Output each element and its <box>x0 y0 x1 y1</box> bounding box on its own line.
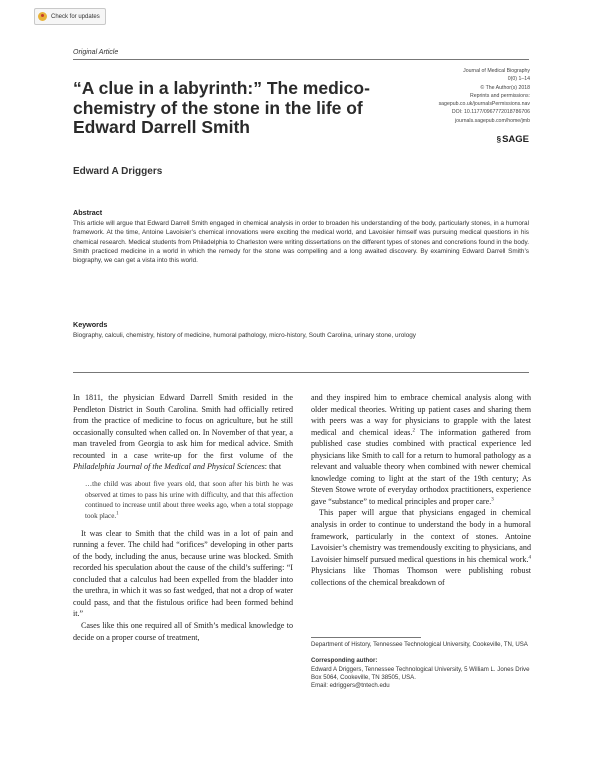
body-column-right <box>311 392 531 588</box>
paragraph-text: In 1811, the physician Edward Darrell Smith resided in the Pendleton District in South Carolina. Smith had officially retired from the practice of medicine to focus on agriculture, but he still occasionally consulted when called on. In November of that year, a man traveled from Georgia to ask him for medical advice. Smith recounted in a case write-up for the first volume of the <box>73 393 293 460</box>
body-column-left <box>73 392 293 643</box>
sage-wordmark: SAGE <box>502 134 529 145</box>
sage-mark-icon: § <box>496 135 502 144</box>
check-for-updates-label: Check for updates <box>51 13 100 20</box>
footnote-divider <box>311 637 421 638</box>
reference-marker[interactable]: 4 <box>528 554 531 560</box>
footnotes <box>311 641 531 690</box>
reprints-label: Reprints and permissions: <box>470 92 530 99</box>
affiliation: Department of History, Tennessee Technological University, Cookeville, TN, USA <box>311 641 528 648</box>
paragraph-text: This paper will argue that physicians engaged in chemical analysis in order to continue to understand the body in a humoral framework, particularly in the context of stones. Antoine Lavoisier’s chemistry was tremendously exciting to physicians, and Lavoisier himself pursued medical questions in his chemical work. <box>311 508 531 564</box>
paragraph <box>311 507 531 588</box>
paragraph-text: Physicians like Thomas Thomson were publishing robust collections of the chemical breakdown of <box>311 566 531 587</box>
paragraph: Cases like this one required all of Smith’s medical knowledge to decide on a proper course of treatment, <box>73 621 293 642</box>
paragraph-text: The information gathered from published case studies combined with practical experience led physicians like Smith to call for a return to humoral pathology as a relevant and valuable theory when combined with newer chemical knowledge coming to light at the start of the 19th century; As Steven Stowe wrote of everyday orthodox practitioners, experience gave “substance” to medical principles and proper care. <box>311 427 531 506</box>
reference-marker[interactable]: 3 <box>491 497 494 503</box>
journal-homepage-link[interactable]: journals.sagepub.com/home/jmb <box>455 117 530 124</box>
author-name: Edward A Driggers <box>73 166 163 177</box>
sage-logo <box>497 134 529 145</box>
keywords-heading: Keywords <box>73 320 108 329</box>
paragraph: It was clear to Smith that the child was in a lot of pain and running a fever. The child had “orifices” developing in other parts of the body, including the anus, because urine was blocked. Smith recorded his speculation about the cause of the child’s suffering: “I concluded that a calculus had been expelled from the bladder into the urethra, in which it was so fast wedged, that not a drop of water could pass, and that the fistulous orifice had been formed behind it.” <box>73 528 293 619</box>
reference-marker[interactable]: 1 <box>116 511 119 517</box>
paragraph <box>311 392 531 507</box>
abstract-section <box>73 208 529 265</box>
permissions-link[interactable]: sagepub.co.uk/journalsPermissions.nav <box>438 101 530 108</box>
journal-meta <box>380 67 530 125</box>
journal-name: Journal of Medical Biography <box>463 68 530 74</box>
doi[interactable]: DOI: 10.1177/0967772018786706 <box>451 109 530 116</box>
paragraph <box>73 392 293 473</box>
update-icon <box>38 12 47 21</box>
reference-marker[interactable]: 2 <box>412 427 415 433</box>
abstract-heading: Abstract <box>73 208 103 217</box>
corresponding-author-email[interactable]: Email: edriggers@tntech.edu <box>311 682 390 690</box>
header-divider <box>73 59 529 60</box>
journal-issue: 0(0) 1–14 <box>507 76 530 83</box>
body-divider <box>73 372 529 373</box>
block-quote <box>85 479 293 522</box>
copyright: © The Author(s) 2018 <box>480 84 530 91</box>
quote-text: …the child was about five years old, that soon after his birth he was observed at times to pass his urine with difficulty, and that this affection continued to increase until about three weeks ago, when a total stoppage took place. <box>85 479 293 520</box>
article-type: Original Article <box>73 49 119 56</box>
corresponding-author-address: Edward A Driggers, Tennessee Technological University, 5 William L. Jones Drive Box 5064, Cookeville, TN 38505, USA. <box>311 665 530 681</box>
keywords-section <box>73 320 529 340</box>
paragraph-text: : that <box>264 462 282 472</box>
journal-title-italic: Philadelphia Journal of the Medical and Physical Sciences <box>73 462 265 472</box>
check-for-updates-badge[interactable] <box>34 8 106 25</box>
abstract-text: This article will argue that Edward Darrell Smith engaged in chemical analysis in order to broaden his understanding of the body, particularly stones, in a humoral framework. At the time, Antoine Lavoisier’s chemical innovations were exciting the medical world, and Lavoisier himself was pursuing medical questions in his chemical research. Medical students from Philadelphia to Charleston were writing dissertations on the different types of stones and concretions found in the body. Smith practiced medicine in a world in which the remedy for the stone was compelling and a long awaited discovery. By examining Edward Darrell Smith’s biography, we can get a vista into this world. <box>73 220 529 265</box>
article-title: “A clue in a labyrinth:” The medico-chemistry of the stone in the life of Edward Darrell Smith <box>73 78 370 137</box>
corresponding-author-heading: Corresponding author: <box>311 657 378 665</box>
paragraph-text: and they inspired him to embrace chemical analysis along with older medical theories. Writing up patient cases and sharing them with peers was a way for physicians to grapple with the latest medical and chemical ideas. <box>311 393 531 437</box>
keywords-text: Biography, calculi, chemistry, history of medicine, humoral pathology, micro-history, South Carolina, urinary stone, urology <box>73 332 416 339</box>
